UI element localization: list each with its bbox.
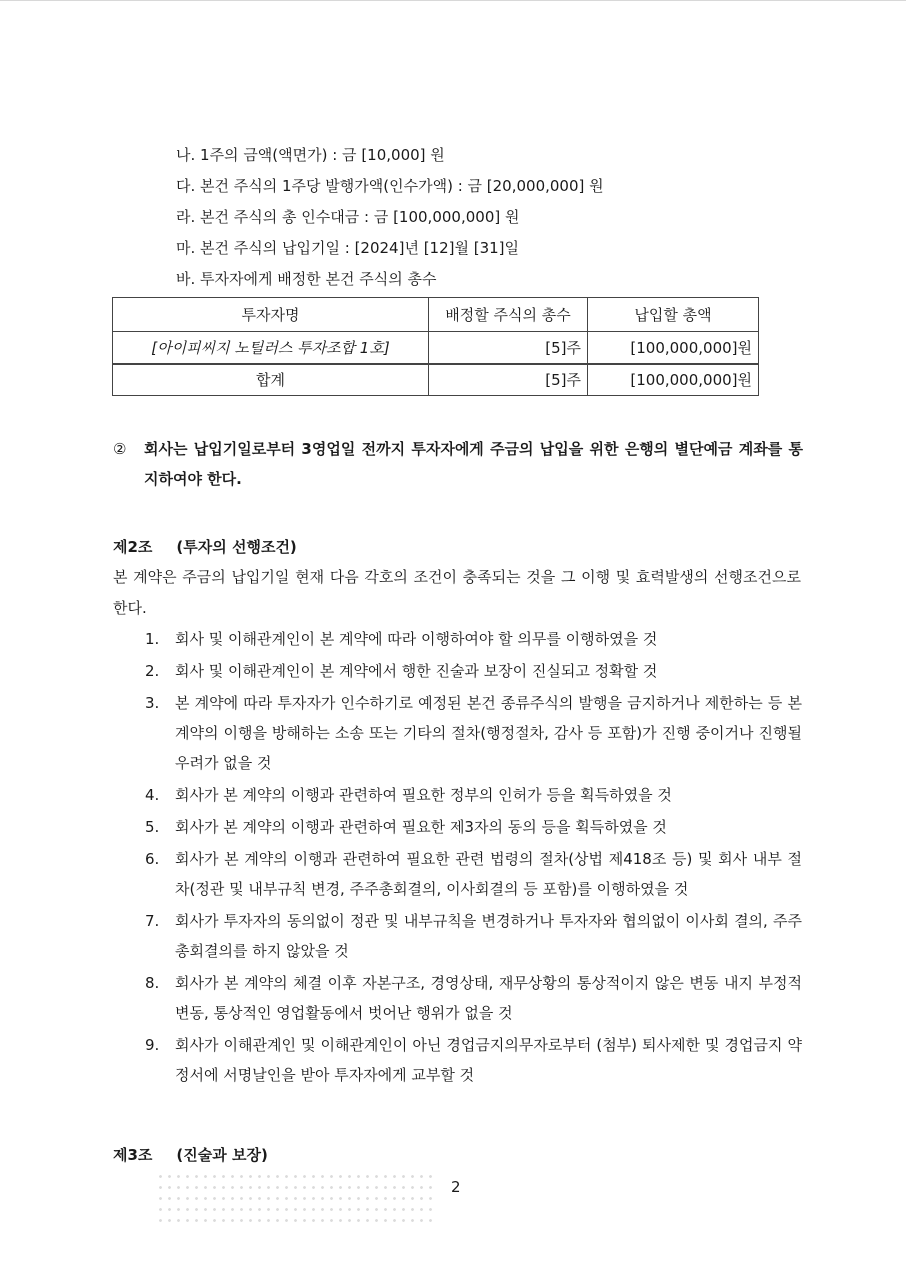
- list-item: [138, 844, 802, 904]
- list-item-text: 회사가 본 계약의 이행과 관련하여 필요한 제3자의 동의 등을 획득하였을 것: [175, 818, 667, 836]
- deposit-account-clause: [113, 434, 803, 494]
- list-item: [138, 624, 802, 654]
- list-item-number: 5.: [145, 818, 160, 836]
- table-header-row: [113, 298, 759, 332]
- list-item-number: 4.: [145, 786, 160, 804]
- list-item-text: 회사가 본 계약의 이행과 관련하여 필요한 관련 법령의 절차(상법 제418조 등) 및 회사 내부 절차(정관 및 내부규칙 변경, 주주총회결의, 이사회결의 등 포함)를 이행하였을 것: [175, 850, 802, 898]
- article-2-title: (투자의 선행조건): [176, 538, 297, 556]
- total-amount-cell: [100,000,000]원: [588, 364, 759, 396]
- clause-number-mark: ②: [113, 440, 127, 458]
- table-row: [113, 332, 759, 364]
- list-item: [138, 812, 802, 842]
- list-item: [138, 780, 802, 810]
- subitem-ba: 바. 투자자에게 배정한 본건 주식의 총수: [176, 270, 437, 288]
- subitem-ma: 마. 본건 주식의 납입기일 : [2024]년 [12]월 [31]일: [176, 239, 520, 257]
- list-item-text: 회사가 이해관계인 및 이해관계인이 아닌 경업금지의무자로부터 (첨부) 퇴사제한 및 경업금지 약정서에 서명날인을 받아 투자자에게 교부할 것: [175, 1036, 802, 1084]
- investor-name-cell: [아이피씨지 노틸러스 투자조합 1호]: [113, 332, 429, 364]
- list-item-text: 회사 및 이해관계인이 본 계약에서 행한 진술과 보장이 진실되고 정확할 것: [175, 662, 658, 680]
- list-item: [138, 656, 802, 686]
- total-shares-cell: [5]주: [429, 364, 588, 396]
- list-item-number: 2.: [145, 662, 160, 680]
- article-2-heading: [113, 536, 297, 557]
- clause-text: 회사는 납입기일로부터 3영업일 전까지 투자자에게 주금의 납입을 위한 은행의 별단예금 계좌를 통지하여야 한다.: [144, 440, 803, 488]
- total-label-cell: 합계: [113, 364, 429, 396]
- share-count-cell: [5]주: [429, 332, 588, 364]
- subitem-da: 다. 본건 주식의 1주당 발행가액(인수가액) : 금 [20,000,000] 원: [176, 177, 604, 195]
- list-item: [138, 688, 802, 778]
- article-3-title: (진술과 보장): [176, 1146, 268, 1164]
- list-item-text: 회사가 본 계약의 체결 이후 자본구조, 경영상태, 재무상황의 통상적이지 않은 변동 내지 부정적 변동, 통상적인 영업활동에서 벗어난 행위가 없을 것: [175, 974, 802, 1022]
- list-item-text: 회사가 본 계약의 이행과 관련하여 필요한 정부의 인허가 등을 획득하였을 것: [175, 786, 672, 804]
- list-item-text: 본 계약에 따라 투자자가 인수하기로 예정된 본건 종류주식의 발행을 금지하거나 제한하는 등 본 계약의 이행을 방해하는 소송 또는 기타의 절차(행정절차, 감사 등 포함)가 진행 중이거나 진행될 우려가 없을 것: [175, 694, 802, 772]
- list-item-number: 3.: [145, 694, 160, 712]
- page-number: 2: [451, 1178, 461, 1196]
- list-item-number: 7.: [145, 912, 160, 930]
- list-item-number: 8.: [145, 974, 160, 992]
- list-item-text: 회사 및 이해관계인이 본 계약에 따라 이행하여야 할 의무를 이행하였을 것: [175, 630, 658, 648]
- condition-list: [138, 624, 802, 1092]
- subitem-ra: 라. 본건 주식의 총 인수대금 : 금 [100,000,000] 원: [176, 208, 520, 226]
- list-item: [138, 1030, 802, 1090]
- subitem-list: [176, 140, 604, 295]
- faint-dot-pattern: [156, 1171, 432, 1223]
- table-total-row: [113, 364, 759, 396]
- subitem-na: 나. 1주의 금액(액면가) : 금 [10,000] 원: [176, 146, 445, 164]
- header-investor-name: 투자자명: [113, 298, 429, 332]
- list-item-number: 9.: [145, 1036, 160, 1054]
- article-3-heading: [113, 1144, 268, 1165]
- share-allocation-table: [112, 297, 759, 396]
- list-item: [138, 968, 802, 1028]
- payment-amount-cell: [100,000,000]원: [588, 332, 759, 364]
- list-item-text: 회사가 투자자의 동의없이 정관 및 내부규칙을 변경하거나 투자자와 협의없이 이사회 결의, 주주총회결의를 하지 않았을 것: [175, 912, 802, 960]
- list-item-number: 6.: [145, 850, 160, 868]
- list-item: [138, 906, 802, 966]
- list-item-number: 1.: [145, 630, 160, 648]
- article-2-intro: 본 계약은 주금의 납입기일 현재 다음 각호의 조건이 충족되는 것을 그 이행 및 효력발생의 선행조건으로 한다.: [113, 568, 801, 617]
- header-payment-amount: 납입할 총액: [588, 298, 759, 332]
- page-top-border: [0, 0, 906, 1]
- article-3-number: 제3조: [113, 1146, 153, 1164]
- header-share-count: 배정할 주식의 총수: [429, 298, 588, 332]
- article-2-number: 제2조: [113, 538, 153, 556]
